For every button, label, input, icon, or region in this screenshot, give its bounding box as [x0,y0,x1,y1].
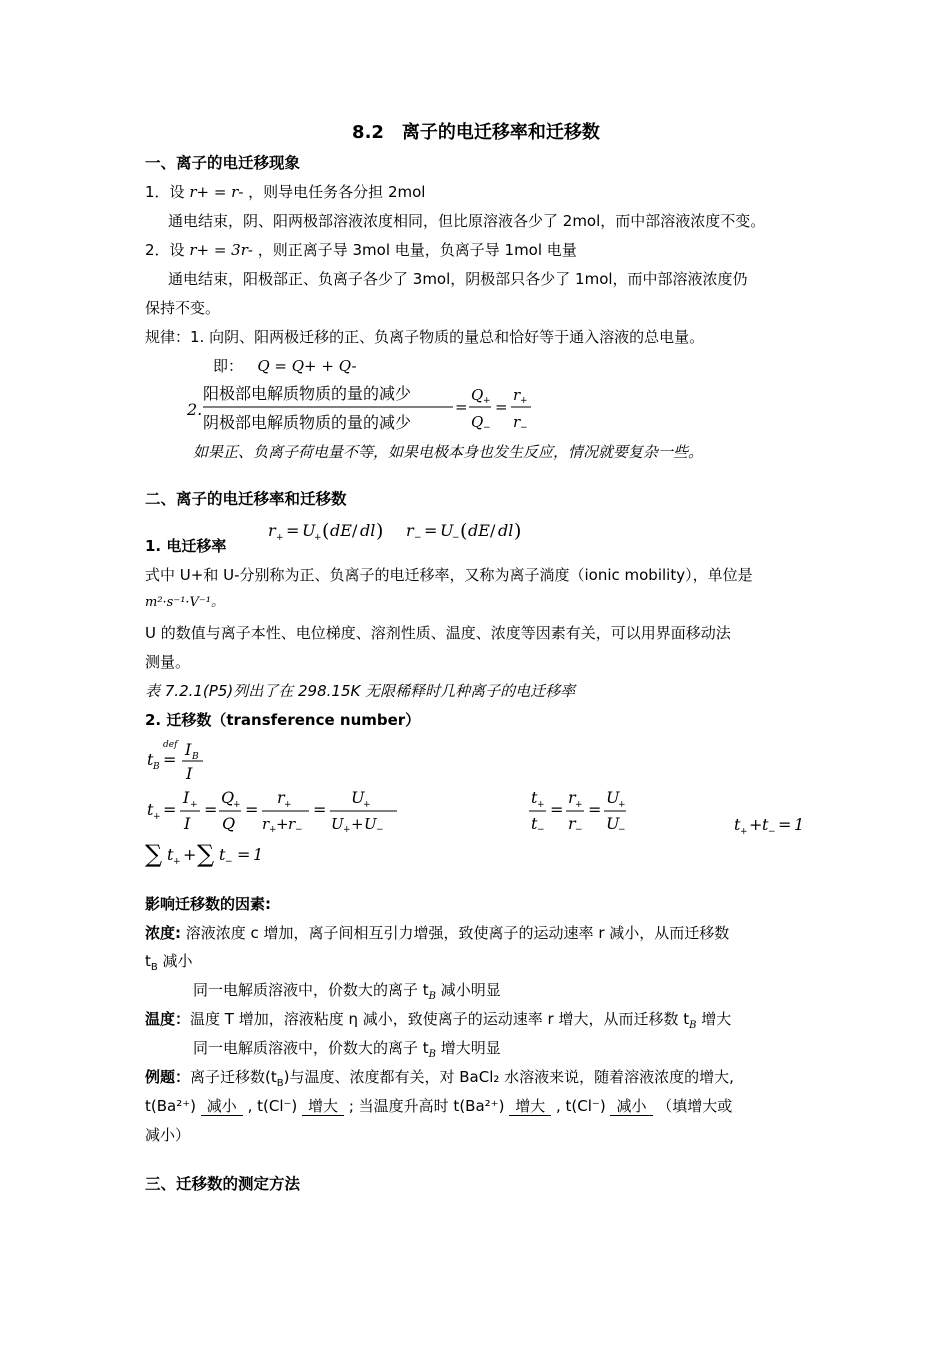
factor-concentration-cont: $t_B$ 减小 [145,952,193,973]
svg-text:=: = [778,815,792,834]
svg-text:−: − [295,825,303,835]
svg-text:t: t [147,800,154,819]
svg-text:t: t [219,845,226,864]
svg-text:=: = [204,800,218,819]
svg-text:): ) [376,520,384,542]
svg-text:r: r [288,815,296,833]
mobility-formula [268,516,538,544]
svg-text:t: t [147,750,154,769]
svg-text:dl: dl [498,521,514,540]
svg-text:=: = [455,398,468,416]
svg-text:U: U [364,815,377,833]
svg-text:1: 1 [253,845,264,864]
complexity-note: 如果正、负离子荷电量不等，如果电极本身也发生反应，情况就要复杂一些。 [193,443,704,461]
svg-text:+: + [363,800,371,810]
svg-text:−: − [575,825,583,835]
svg-text:+: + [537,800,545,810]
answer-blank-1: 减小 [201,1097,243,1116]
svg-text:+: + [233,800,241,810]
svg-text:r: r [406,521,414,540]
svg-text:+: + [575,800,583,810]
rule-2-denominator: 阴极部电解质物质的量的减少 [203,413,412,432]
rule-2-fraction [185,380,545,436]
svg-text:−: − [618,825,626,835]
svg-text:r: r [262,815,270,833]
rule-2-numerator: 阳极部电解质物质的量的减少 [203,384,412,403]
mobility-factors: U 的数值与离子本性、电位梯度、溶剂性质、温度、浓度等因素有关，可以用界面移动法 [145,624,731,642]
svg-text:r: r [513,386,521,404]
svg-text:∑: ∑ [145,840,163,868]
svg-text:U: U [302,521,316,540]
svg-text:+: + [749,815,763,834]
svg-text:U: U [440,521,454,540]
svg-text:−: − [225,857,233,867]
rule-1: 规律：1. 向阴、阳两极迁移的正、负离子物质的量总和恰好等于通入溶液的总电量。 [145,328,705,346]
svg-text:r: r [513,413,521,431]
case-2-condition: r+ = 3r- [189,241,253,259]
factor-temperature-valence: 同一电解质溶液中，价数大的离子 $t_B$ 增大明显 [193,1039,501,1060]
heading-factors: 影响迁移数的因素: [145,895,271,913]
svg-text:I: I [184,814,191,833]
svg-text:=: = [313,800,327,819]
svg-text:∑: ∑ [197,840,215,868]
svg-text:=: = [163,800,177,819]
svg-text:−: − [537,825,545,835]
mobility-definition: 式中 U+和 U-分别称为正、负离子的电迁移率，又称为离子淌度（ionic mobility），单位是 [145,566,753,584]
svg-text:dE: dE [330,521,352,540]
svg-text:+: + [314,533,322,543]
answer-blank-2: 增大 [302,1097,344,1116]
svg-text:+: + [284,800,292,810]
svg-text:B: B [153,762,160,772]
answer-blank-4: 减小 [610,1097,652,1116]
svg-text:=: = [550,800,564,819]
example-question: 例题：离子迁移数$(t_B)$与温度、浓度都有关，对 BaCl₂ 水溶液来说，随着溶液浓度的增大, [145,1068,734,1089]
svg-text:r: r [568,788,576,807]
transference-cation-formula [145,785,405,837]
svg-text:+: + [740,827,748,836]
svg-text:Q: Q [222,814,236,833]
svg-text:=: = [163,750,177,769]
svg-text:Q: Q [221,788,235,807]
subheading-mobility: 1. 电迁移率 [145,537,227,555]
svg-text:B: B [192,752,199,762]
svg-text:−: − [376,825,384,835]
svg-text:dE: dE [468,521,490,540]
svg-text:+: + [190,800,198,810]
case-1-condition: r+ = r- [189,183,244,201]
svg-text:I: I [183,788,190,807]
svg-text:1: 1 [794,815,805,834]
table-reference: 表 7.2.1(P5)列出了在 298.15K 无限稀释时几种离子的电迁移率 [145,682,576,700]
charge-equation: 即： Q = Q+ + Q- [213,357,357,375]
heading-measurement-methods: 三、迁移数的测定方法 [145,1175,301,1193]
svg-text:Q: Q [471,386,484,404]
factor-temperature: 温度：温度 T 增加，溶液粘度 η 减小，致使离子的运动速率 r 增大，从而迁移数 $t_B$ 增大 [145,1010,732,1031]
svg-text:U: U [606,788,620,807]
svg-text:−: − [483,423,491,433]
svg-text:t: t [531,814,538,833]
svg-text:=: = [495,398,508,416]
transference-ratio-formula [528,785,638,837]
svg-text:−: − [768,827,776,836]
svg-text:Q: Q [471,413,484,431]
svg-text:r: r [568,814,576,833]
svg-text:U: U [331,815,344,833]
rule-2-prefix: 2. [187,400,203,419]
svg-text:+: + [520,396,528,406]
case-2-result: 通电结束，阳极部正、负离子各少了 3mol，阴极部只各少了 1mol，而中部溶液浓度仍 [168,270,748,288]
svg-text:+: + [276,815,289,833]
svg-text:t: t [734,815,741,834]
svg-text:−: − [414,533,422,543]
section-title: 8.2 离子的电迁移率和迁移数 [352,122,600,143]
svg-text:+: + [276,533,284,543]
example-answers: t(Ba²⁺) 减小 , t(Cl⁻) 增大 ; 当温度升高时 t(Ba²⁺) 增大 , t(Cl⁻) 减小 （填增大或 [145,1097,733,1115]
svg-text:r: r [277,788,285,807]
svg-text:dl: dl [360,521,376,540]
mobility-factors-cont: 测量。 [145,653,191,671]
svg-text:I: I [185,740,192,759]
svg-text:+: + [173,857,181,867]
svg-text:t: t [762,815,769,834]
transference-sum-formula [732,810,812,836]
svg-text:+: + [618,800,626,810]
subheading-transference-number: 2. 迁移数（transference number） [145,711,421,729]
svg-text:(: ( [322,520,330,542]
heading-mobility-transference: 二、离子的电迁移率和迁移数 [145,490,347,508]
svg-text:=: = [237,845,251,864]
svg-text:): ) [514,520,522,542]
svg-text:+: + [351,815,364,833]
mobility-unit: m²·s⁻¹·V⁻¹。 [145,595,225,610]
transference-definition [145,735,225,783]
svg-text:+: + [153,812,161,822]
svg-text:/: / [490,521,496,540]
svg-text:/: / [352,521,358,540]
svg-text:=: = [286,521,300,540]
svg-text:=: = [245,800,259,819]
svg-text:r: r [268,521,276,540]
svg-text:I: I [186,764,193,783]
case-2-result-cont: 保持不变。 [145,299,221,317]
svg-text:U: U [606,814,620,833]
svg-text:+: + [483,396,491,406]
example-answers-cont: 减小） [145,1126,191,1144]
svg-text:=: = [424,521,438,540]
svg-text:def: def [163,740,178,750]
case-2-line: 2．设 r+ = 3r- ，则正离子导 3mol 电量，负离子导 1mol 电量 [145,241,577,259]
transference-summation-formula [145,838,285,868]
svg-text:t: t [167,845,174,864]
svg-text:−: − [520,423,528,433]
factor-concentration-valence: 同一电解质溶液中，价数大的离子 $t_B$ 减小明显 [193,981,501,1002]
factor-concentration: 浓度: 溶液浓度 c 增加，离子间相互引力增强，致使离子的运动速率 r 减小，从而迁移数 [145,924,730,942]
case-1-line: 1．设 r+ = r- ，则导电任务各分担 2mol [145,183,426,201]
svg-text:+: + [269,825,277,835]
svg-text:−: − [452,533,460,543]
svg-text:U: U [351,788,365,807]
heading-migration-phenomenon: 一、离子的电迁移现象 [145,154,301,172]
svg-text:(: ( [460,520,468,542]
svg-text:+: + [183,845,197,864]
answer-blank-3: 增大 [509,1097,551,1116]
svg-text:=: = [588,800,602,819]
case-1-result: 通电结束，阴、阳两极部溶液浓度相同，但比原溶液各少了 2mol，而中部溶液浓度不变。 [168,212,766,230]
svg-text:+: + [343,825,351,835]
svg-text:t: t [531,788,538,807]
